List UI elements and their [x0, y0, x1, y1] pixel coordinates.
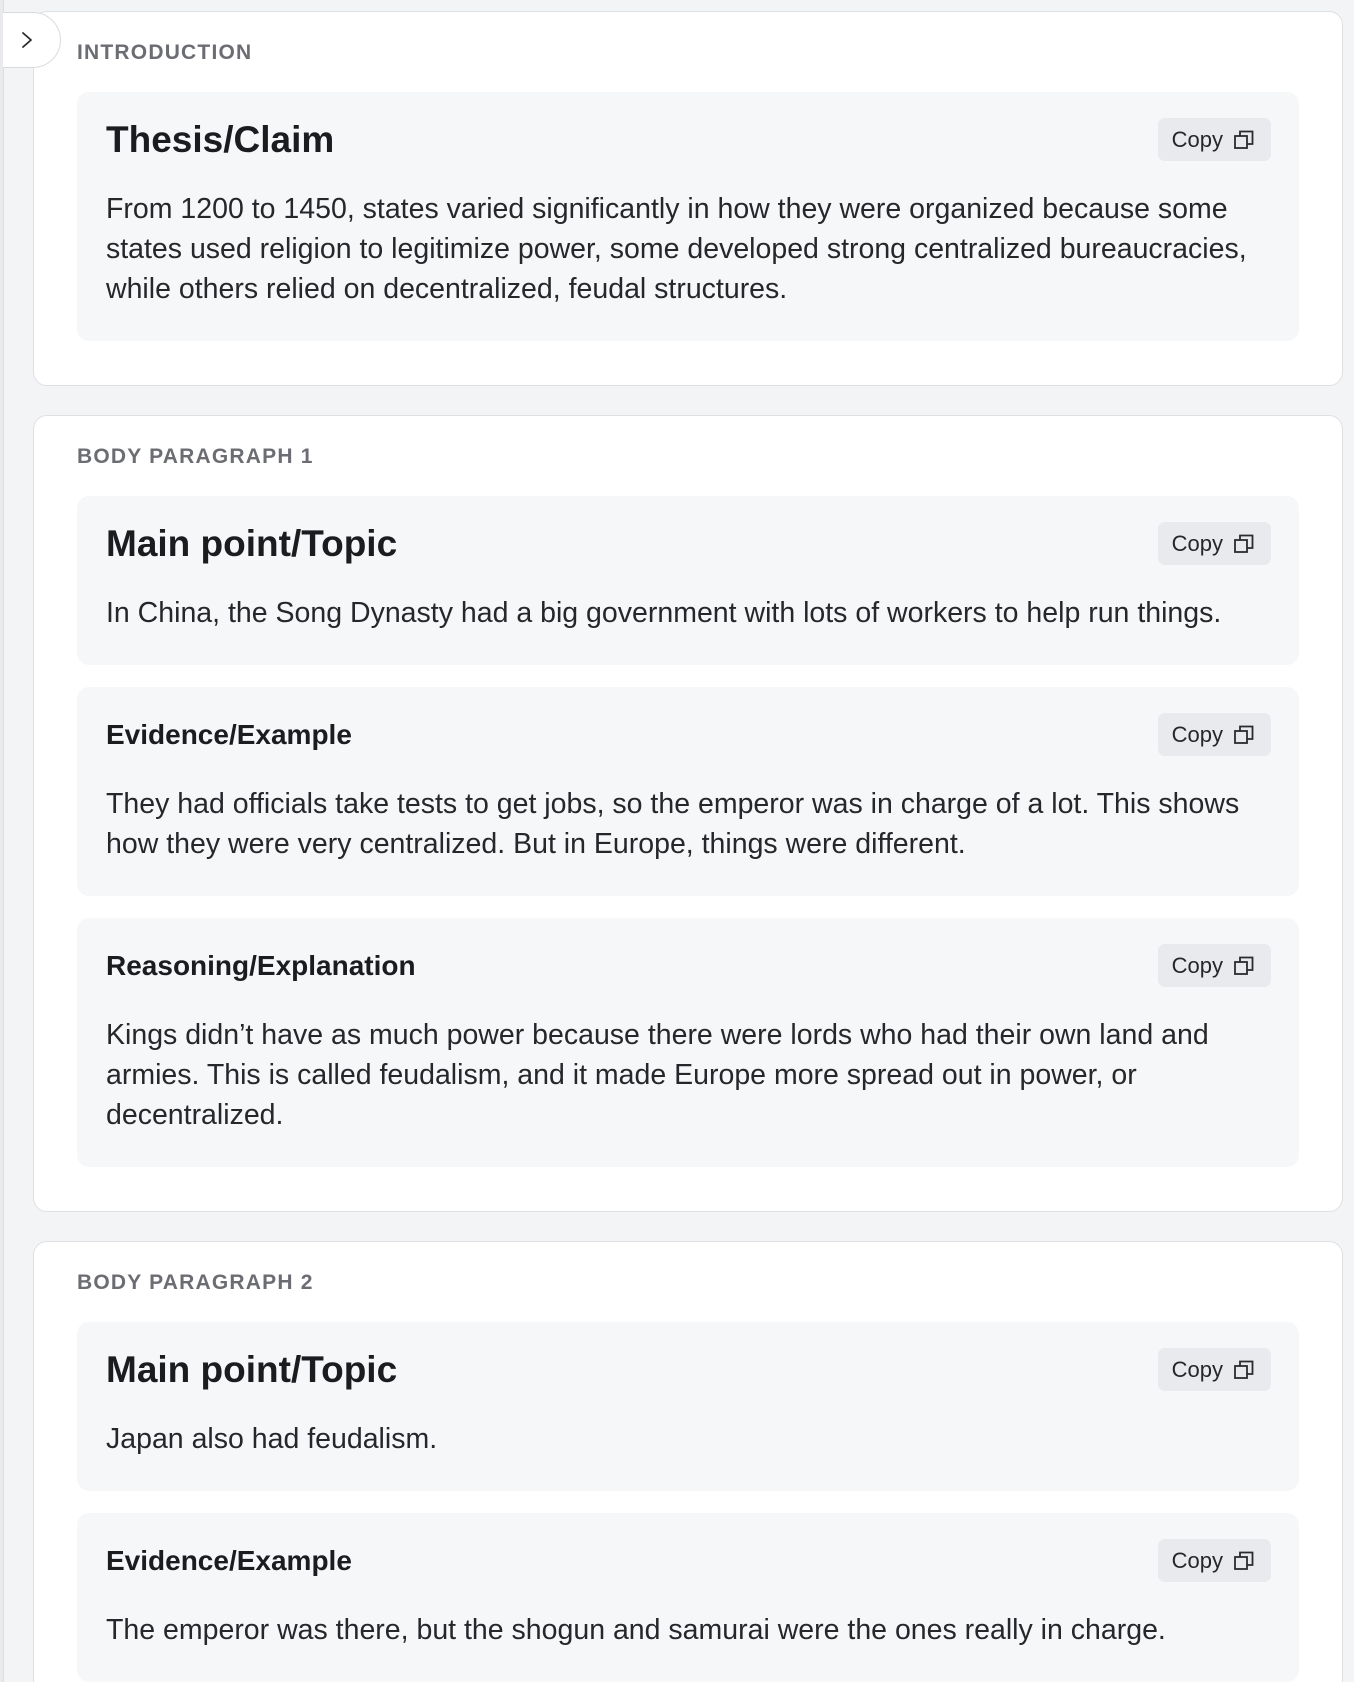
copy-button[interactable] [1158, 713, 1271, 756]
section-introduction [33, 11, 1343, 386]
copy-button-label: Copy [1171, 952, 1223, 978]
card-title: Evidence/Example [106, 718, 352, 750]
outline-card [77, 1322, 1299, 1491]
section-label: BODY PARAGRAPH 1 [77, 445, 314, 468]
card-title: Thesis/Claim [106, 118, 335, 160]
card-body: In China, the Song Dynasty had a big government with lots of workers to help run things. [106, 597, 1222, 629]
copy-icon [1233, 724, 1255, 746]
copy-button[interactable] [1158, 1539, 1271, 1582]
copy-icon [1233, 1359, 1255, 1381]
copy-button[interactable] [1158, 944, 1271, 987]
copy-button-label: Copy [1171, 530, 1223, 556]
copy-icon [1233, 129, 1255, 151]
section-body-paragraph-1 [33, 415, 1343, 1212]
copy-button[interactable] [1158, 1348, 1271, 1391]
copy-button[interactable] [1158, 118, 1271, 161]
copy-button-label: Copy [1171, 721, 1223, 747]
card-body: The emperor was there, but the shogun and samurai were the ones really in charge. [106, 1614, 1166, 1646]
copy-icon [1233, 1550, 1255, 1572]
copy-button-label: Copy [1171, 126, 1223, 152]
outline-card [77, 1513, 1299, 1682]
section-label: BODY PARAGRAPH 2 [77, 1271, 314, 1294]
copy-icon [1233, 955, 1255, 977]
card-body: Japan also had feudalism. [106, 1423, 438, 1455]
outline-card [77, 687, 1299, 896]
chevron-right-icon [17, 30, 37, 50]
copy-icon [1233, 533, 1255, 555]
card-body: Kings didn’t have as much power because there were lords who had their own land and armies. This is called feudalism, and it made Europe more spread out in power, or decentralized. [106, 1019, 1209, 1131]
copy-button-label: Copy [1171, 1547, 1223, 1573]
card-body: From 1200 to 1450, states varied significantly in how they were organized because some states used religion to legitimize power, some developed strong centralized bureaucracies, while others relied on decentralized, feudal structures. [106, 193, 1247, 305]
card-title: Reasoning/Explanation [106, 949, 416, 981]
card-title: Main point/Topic [106, 522, 398, 564]
copy-button[interactable] [1158, 522, 1271, 565]
sidebar-toggle-button[interactable] [3, 12, 61, 68]
card-title: Main point/Topic [106, 1348, 398, 1390]
left-rail [0, 0, 4, 1682]
section-body-paragraph-2 [33, 1241, 1343, 1682]
outline-card [77, 918, 1299, 1167]
outline-card [77, 92, 1299, 341]
outline-card [77, 496, 1299, 665]
essay-outline [33, 11, 1343, 1682]
copy-button-label: Copy [1171, 1356, 1223, 1382]
card-title: Evidence/Example [106, 1544, 352, 1576]
card-body: They had officials take tests to get jobs, so the emperor was in charge of a lot. This shows how they were very centralized. But in Europe, things were different. [106, 788, 1240, 860]
section-label: INTRODUCTION [77, 41, 253, 64]
